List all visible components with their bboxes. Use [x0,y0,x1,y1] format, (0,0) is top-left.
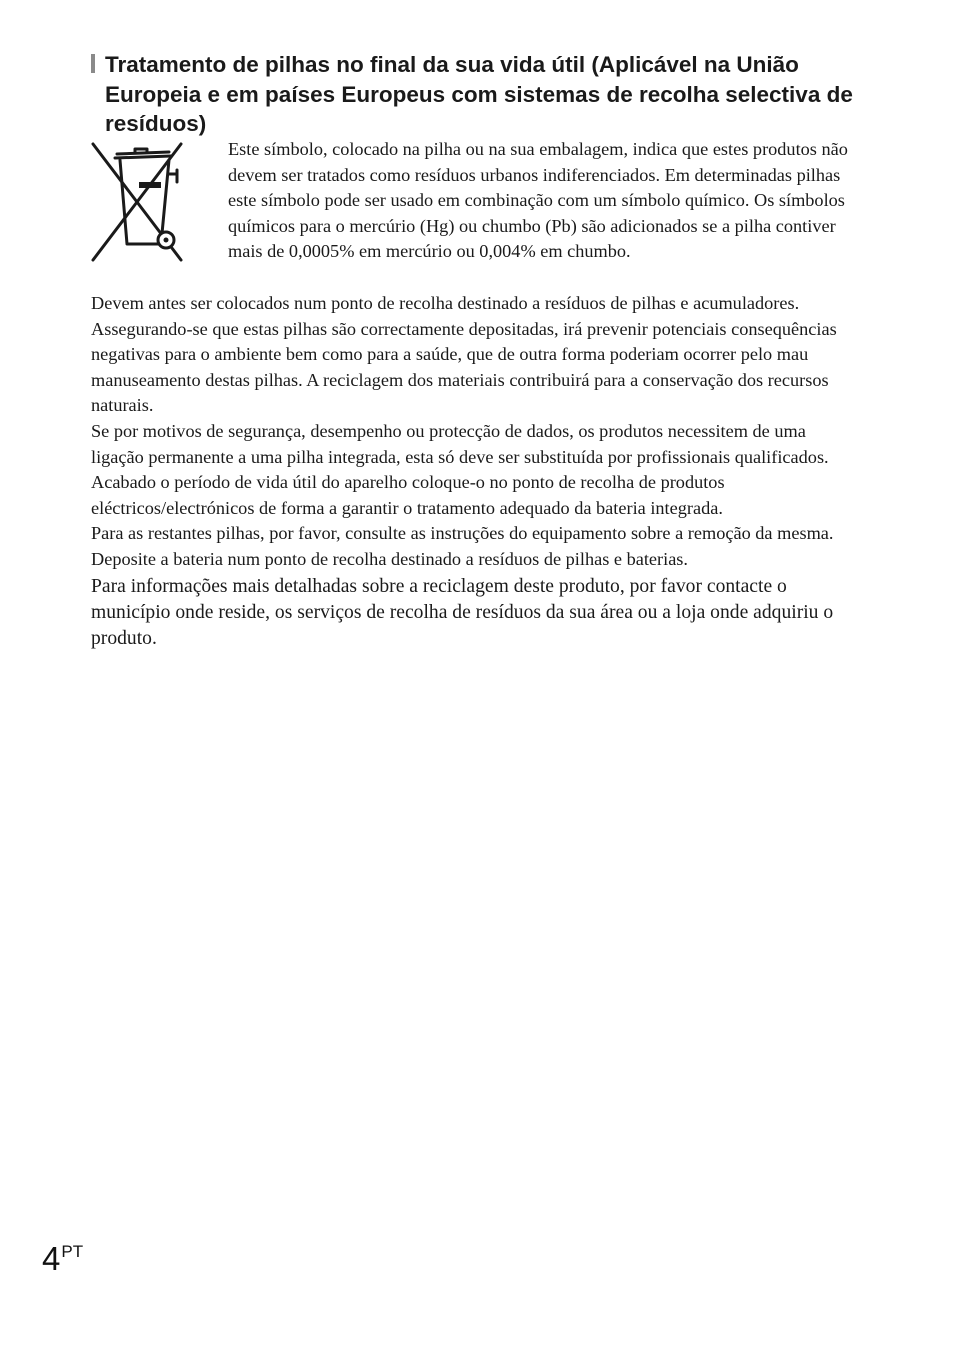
crossed-out-wheeled-bin-icon [89,140,185,264]
paragraph: Para as restantes pilhas, por favor, consulte as instruções do equipamento sobre a remoção da mesma. [91,523,834,544]
paragraph: Assegurando-se que estas pilhas são correctamente depositadas, irá prevenir potenciais consequências negativas para o ambiente bem como para a saúde, que de outra forma poderiam ocorrer pelo mau manuseamento destas pilhas. A reciclagem dos materiais contribuirá para a conservação dos recursos naturais. [91,318,837,416]
page-number [42,1240,83,1278]
section-heading [91,50,861,139]
page-language-code: PT [61,1242,84,1261]
paragraph: Deposite a bateria num ponto de recolha destinado a resíduos de pilhas e baterias. [91,548,688,569]
paragraph: Devem antes ser colocados num ponto de recolha destinado a resíduos de pilhas e acumuladores. [91,293,800,313]
heading-title: Tratamento de pilhas no final da sua vida útil (Aplicável na União Europeia e em países Europeus com sistemas de recolha selectiva de resíduos) [105,52,853,136]
paragraph-more-info: Para informações mais detalhadas sobre a reciclagem deste produto, por favor contacte o município onde reside, os serviços de recolha de resíduos da sua área ou a loja onde adquiriu o produto. [91,575,834,649]
page-number-value: 4 [42,1240,61,1277]
symbol-description: Este símbolo, colocado na pilha ou na sua embalagem, indica que estes produtos não devem ser tratados como resíduos urbanos indiferenciados. Em determinadas pilhas este símbolo pode ser usado em combinação com um símbolo químico. Os símbolos químicos para o mercúrio (Hg) ou chumbo (Pb) são adicionados se a pilha contiver mais de 0,0005% em mercúrio ou 0,004% em chumbo. [228,139,848,262]
heading-marker-bar [91,54,95,73]
paragraph: Se por motivos de segurança, desempenho ou protecção de dados, os produtos necessitem de uma ligação permanente a uma pilha integrada, esta só deve ser substituída por profissionais qualificados. Acabado o período de vida útil do aparelho coloque-o no ponto de recolha de produtos eléctricos/electrónicos de forma a garantir o tratamento adequado da bateria integrada. [91,420,829,518]
body-text [91,291,849,652]
